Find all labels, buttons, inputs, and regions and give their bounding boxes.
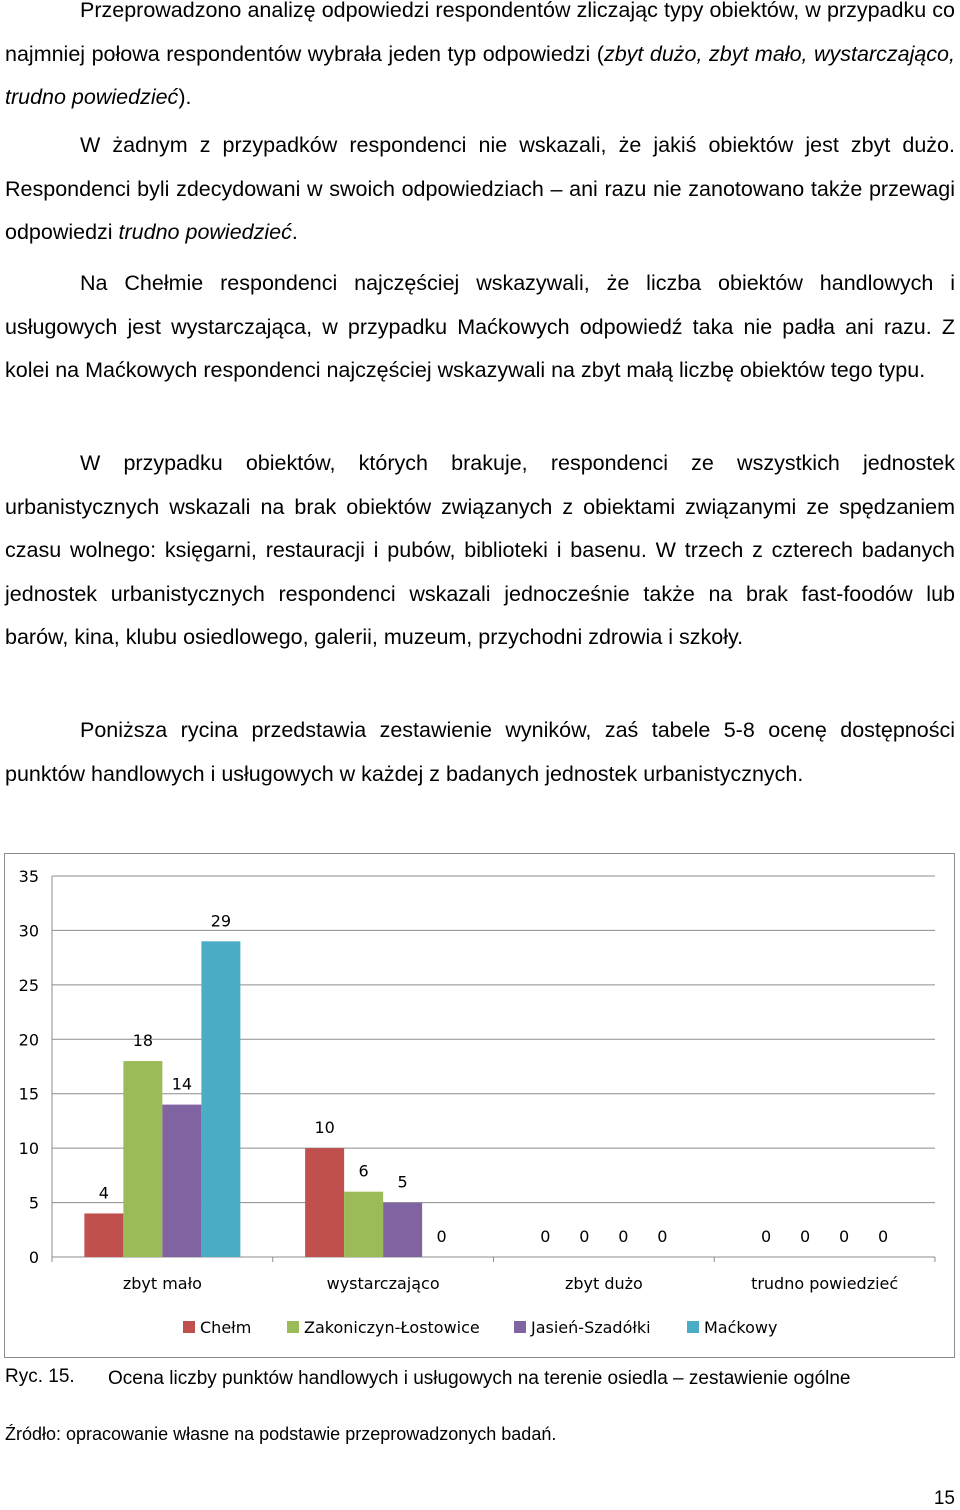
data-label: 4 — [98, 1183, 109, 1203]
chart-canvas — [5, 854, 954, 1357]
y-tick-label: 30 — [18, 921, 39, 941]
x-category-label: zbyt mało — [122, 1274, 202, 1293]
caption-text: Ocena liczby punktów handlowych i usługowych na terenie osiedla – zestawienie ogólne — [108, 1368, 851, 1389]
y-tick-label: 15 — [18, 1084, 39, 1104]
data-label: 29 — [210, 911, 232, 931]
y-tick-label: 5 — [28, 1193, 39, 1213]
legend-label: Maćkowy — [704, 1318, 778, 1337]
data-label: 18 — [132, 1031, 154, 1051]
page-number: 15 — [933, 1488, 955, 1509]
bar — [305, 1148, 344, 1257]
bar — [84, 1213, 123, 1257]
legend-label: Jasień-Szadółki — [531, 1318, 651, 1337]
legend-swatch — [287, 1321, 299, 1333]
caption-label: Ryc. 15. — [5, 1366, 75, 1387]
data-label: 0 — [540, 1227, 551, 1246]
data-label: 0 — [878, 1227, 889, 1246]
bar — [123, 1061, 162, 1257]
legend-swatch — [514, 1321, 526, 1333]
source-note: Źródło: opracowanie własne na podstawie przeprowadzonych badań. — [5, 1424, 557, 1444]
bar — [344, 1192, 383, 1257]
y-tick-label: 25 — [18, 975, 39, 995]
y-tick-label: 0 — [28, 1248, 39, 1267]
x-category-label: trudno powiedzieć — [751, 1274, 899, 1293]
data-label: 0 — [800, 1227, 811, 1246]
paragraph-2 — [5, 124, 955, 255]
bar — [201, 941, 240, 1257]
data-label: 0 — [579, 1227, 590, 1246]
bar — [383, 1203, 422, 1257]
data-label: 0 — [436, 1227, 447, 1246]
paragraph-2-text: W żadnym z przypadków respondenci nie wskazali, że jakiś obiektów jest zbyt dużo. Respondenci byli zdecydowani w swoich odpowiedziach – ani razu nie zanotowano także przewagi odpowiedzi trudno powiedzieć. — [5, 133, 955, 244]
y-tick-label: 35 — [18, 867, 39, 886]
data-label: 0 — [657, 1227, 668, 1246]
legend-label: Zakoniczyn-Łostowice — [304, 1318, 480, 1337]
x-category-label: wystarczająco — [326, 1274, 440, 1293]
data-label: 14 — [171, 1074, 193, 1094]
paragraph-1 — [5, 0, 955, 120]
bar-chart — [4, 853, 955, 1358]
paragraph-3 — [5, 262, 955, 393]
legend-swatch — [183, 1321, 195, 1333]
paragraph-4 — [5, 442, 955, 660]
x-category-label: zbyt dużo — [564, 1274, 643, 1293]
paragraph-3-text: Na Chełmie respondenci najczęściej wskazywali, że liczba obiektów handlowych i usługowych jest wystarczająca, w przypadku Maćkowych odpowiedź taka nie padła ani razu. Z kolei na Maćkowych respondenci najczęściej wskazywali na zbyt małą liczbę obiektów tego typu. — [5, 271, 955, 382]
data-label: 5 — [397, 1172, 408, 1192]
paragraph-1-text: Przeprowadzono analizę odpowiedzi respondentów zliczając typy obiektów, w przypadku co najmniej połowa respondentów wybrała jeden typ odpowiedzi (zbyt dużo, zbyt mało, wystarczająco, trudno powiedzieć). — [5, 0, 955, 109]
paragraph-5-text: Poniższa rycina przedstawia zestawienie wyników, zaś tabele 5-8 ocenę dostępności punktów handlowych i usługowych w każdej z badanych jednostek urbanistycznych. — [5, 718, 955, 786]
data-label: 0 — [761, 1227, 772, 1246]
legend-label: Chełm — [200, 1318, 252, 1337]
bar — [162, 1105, 201, 1257]
paragraph-4-text: W przypadku obiektów, których brakuje, respondenci ze wszystkich jednostek urbanistycznych wskazali na brak obiektów związanych z obiektami związanymi ze spędzaniem czasu wolnego: księgarni, restauracji i pubów, biblioteki i basenu. W trzech z czterech badanych jednostek urbanistycznych respondenci wskazali jednocześnie także na brak fast-foodów lub barów, kina, klubu osiedlowego, galerii, muzeum, przychodni zdrowia i szkoły. — [5, 451, 955, 649]
data-label: 0 — [839, 1227, 850, 1246]
paragraph-5 — [5, 709, 955, 796]
legend-swatch — [687, 1321, 699, 1333]
y-tick-label: 20 — [18, 1030, 39, 1050]
data-label: 6 — [358, 1161, 369, 1181]
y-tick-label: 10 — [18, 1139, 39, 1159]
data-label: 0 — [618, 1227, 629, 1246]
data-label: 10 — [314, 1118, 335, 1138]
